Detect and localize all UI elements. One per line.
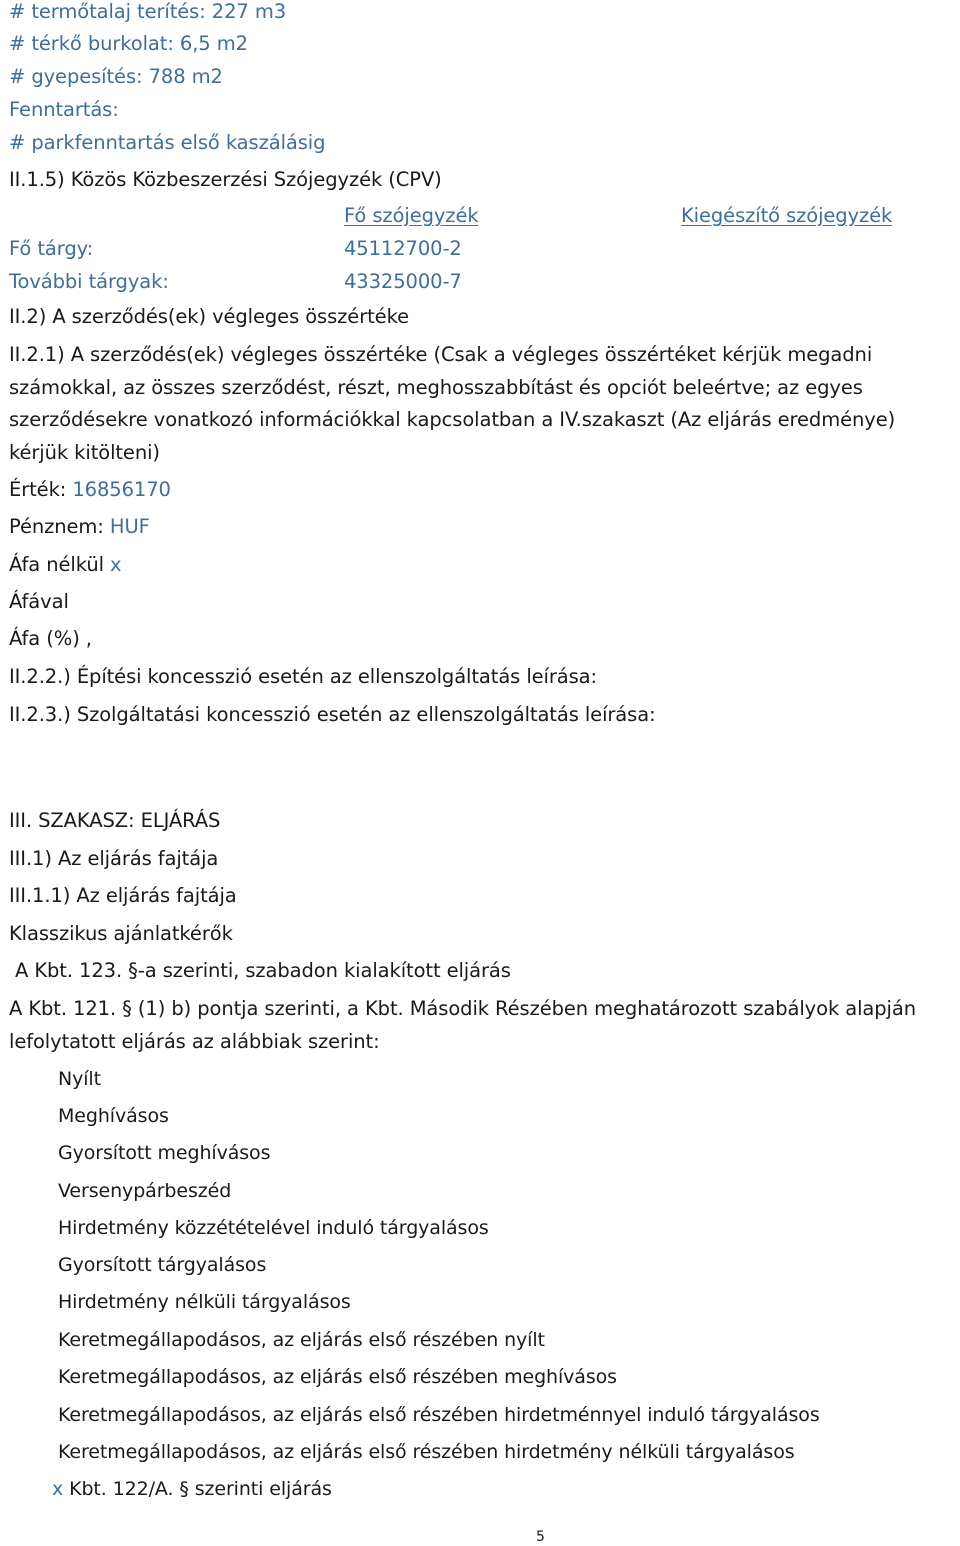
fenntartas-line: Fenntartás: <box>9 98 119 121</box>
procedure-option: Keretmegállapodásos, az eljárás első részében hirdetmény nélküli tárgyalásos <box>58 1441 795 1463</box>
vat-incl-label: Áfával <box>9 590 69 613</box>
selected-procedure-option <box>52 1476 332 1502</box>
procedure-option: Hirdetmény közzétételével induló tárgyalásos <box>58 1217 489 1239</box>
kbt-121-paragraph: A Kbt. 121. § (1) b) pontja szerinti, a Kbt. Második Részében meghatározott szabályok alapján lefolytatott eljárás az alábbiak szerint: <box>9 997 916 1053</box>
currency-label: Pénznem: <box>9 515 104 538</box>
other-subjects-code: 43325000-7 <box>344 270 462 293</box>
termotalaj-line: # termőtalaj terítés: 227 m3 <box>9 0 287 23</box>
vat-excl-row <box>9 552 121 578</box>
value-amount: 16856170 <box>72 478 171 501</box>
concession-services-line: II.2.3.) Szolgáltatási koncesszió esetén az ellenszolgáltatás leírása: <box>9 703 656 726</box>
concession-works-line: II.2.2.) Építési koncesszió esetén az ellenszolgáltatás leírása: <box>9 665 597 688</box>
procedure-option: Keretmegállapodásos, az eljárás első részében meghívásos <box>58 1366 617 1388</box>
procedure-option: Hirdetmény nélküli tárgyalásos <box>58 1291 351 1313</box>
value-row <box>9 477 171 503</box>
classic-contracting-authorities: Klasszikus ajánlatkérők <box>9 922 233 945</box>
procedure-type-subheading: III.1.1) Az eljárás fajtája <box>9 884 237 907</box>
vat-excl-mark: x <box>110 553 122 576</box>
value-label: Érték: <box>9 478 67 501</box>
vat-rate-label: Áfa (%) , <box>9 627 92 650</box>
procedure-option: Gyorsított tárgyalásos <box>58 1254 267 1276</box>
main-subject-label: Fő tárgy: <box>9 237 94 260</box>
gyepesites-line: # gyepesítés: 788 m2 <box>9 65 223 88</box>
procedure-option: Keretmegállapodásos, az eljárás első részében hirdetménnyel induló tárgyalásos <box>58 1404 820 1426</box>
vat-excl-label: Áfa nélkül <box>9 553 104 576</box>
selected-mark: x <box>52 1478 64 1500</box>
final-value-heading: II.2) A szerződés(ek) végleges összértéke <box>9 305 409 328</box>
main-subject-code: 45112700-2 <box>344 237 462 260</box>
cpv-supplementary-vocabulary-header: Kiegészítő szójegyzék <box>681 204 893 227</box>
page-number: 5 <box>536 1529 545 1545</box>
procedure-option: Versenypárbeszéd <box>58 1180 232 1202</box>
currency-value: HUF <box>109 515 150 538</box>
cpv-main-vocabulary-header: Fő szójegyzék <box>344 204 479 227</box>
procedure-option: Nyílt <box>58 1068 101 1090</box>
procedure-option: Gyorsított meghívásos <box>58 1142 271 1164</box>
final-value-paragraph: II.2.1) A szerződés(ek) végleges összértéke (Csak a végleges összértéket kérjük megadni számokkal, az összes szerződést, részt, meghosszabbítást és opciót beleértve; az egyes szerződésekre vonatkozó információkkal kapcsolatban a IV.szakaszt (Az eljárás eredménye) kérjük kitölteni) <box>9 343 896 465</box>
selected-option-label: Kbt. 122/A. § szerinti eljárás <box>69 1478 332 1500</box>
parkfenntartas-line: # parkfenntartás első kaszálásig <box>9 131 326 154</box>
section-iii-title: III. SZAKASZ: ELJÁRÁS <box>9 809 221 832</box>
other-subjects-label: További tárgyak: <box>9 270 169 293</box>
kbt-123-line: A Kbt. 123. §-a szerinti, szabadon kialakított eljárás <box>15 959 511 982</box>
procedure-option: Meghívásos <box>58 1105 169 1127</box>
currency-row <box>9 514 150 540</box>
procedure-option: Keretmegállapodásos, az eljárás első részében nyílt <box>58 1329 545 1351</box>
terko-line: # térkő burkolat: 6,5 m2 <box>9 32 248 55</box>
procedure-type-heading: III.1) Az eljárás fajtája <box>9 847 219 870</box>
cpv-heading: II.1.5) Közös Közbeszerzési Szójegyzék (CPV) <box>9 168 442 191</box>
